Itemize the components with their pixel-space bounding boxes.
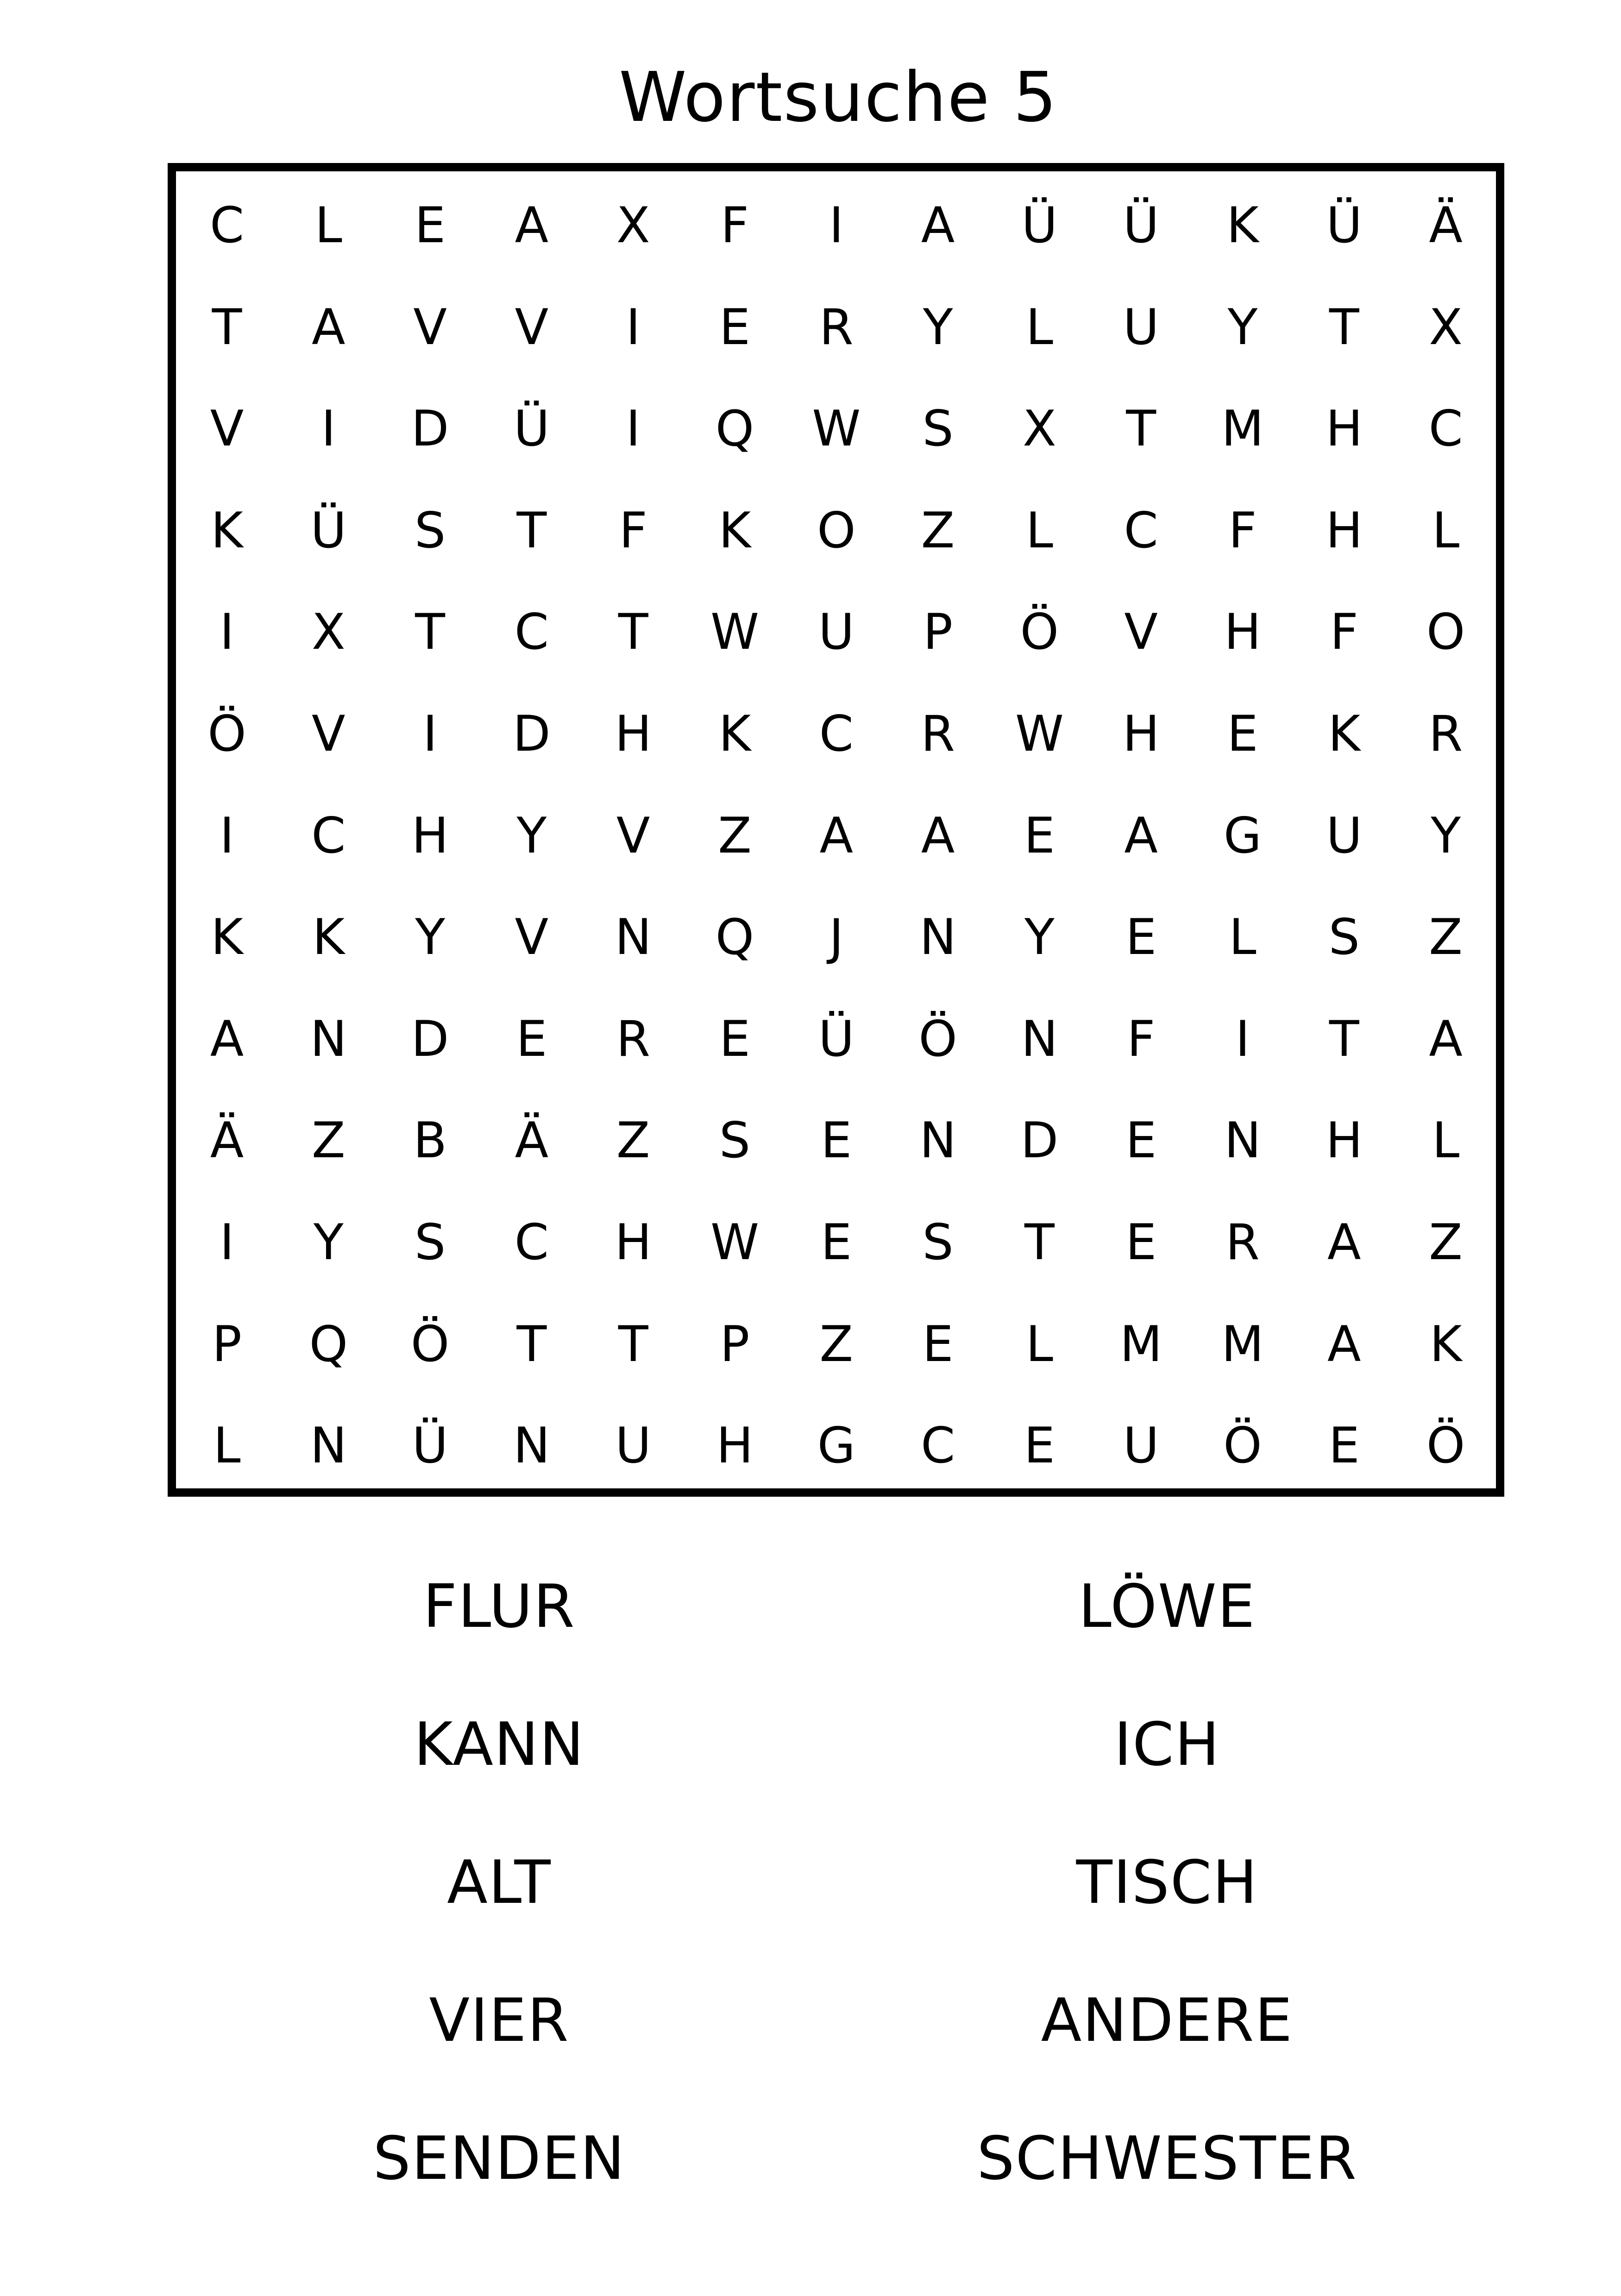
grid-letter[interactable]: C [1124, 502, 1158, 559]
grid-letter[interactable]: L [1025, 298, 1053, 356]
grid-letter[interactable]: Ü [514, 400, 550, 458]
grid-letter[interactable]: Ü [1326, 197, 1363, 254]
grid-letter[interactable]: L [314, 197, 342, 254]
grid-letter[interactable]: L [1432, 502, 1460, 559]
grid-letter[interactable]: V [210, 400, 244, 458]
grid-letter[interactable]: Ü [818, 1010, 854, 1067]
grid-letter[interactable]: I [321, 400, 336, 458]
grid-letter[interactable]: Y [923, 298, 953, 356]
grid-letter[interactable]: E [1125, 1214, 1157, 1271]
grid-letter[interactable]: U [1123, 1417, 1159, 1474]
grid-letter[interactable]: A [1327, 1214, 1361, 1271]
grid-letter[interactable]: A [819, 807, 854, 864]
word-list-item: KANN [414, 1710, 585, 1779]
grid-letter[interactable]: N [615, 909, 652, 966]
grid-letter[interactable]: F [1228, 502, 1257, 559]
grid-letter[interactable]: C [921, 1417, 955, 1474]
grid-letter[interactable]: U [1123, 298, 1159, 356]
grid-letter[interactable]: D [1020, 1112, 1059, 1169]
grid-letter[interactable]: C [514, 603, 549, 661]
grid-letter[interactable]: Y [313, 1214, 344, 1271]
grid-letter[interactable]: Y [1431, 807, 1461, 864]
grid-letter[interactable]: Y [516, 807, 547, 864]
grid-letter[interactable]: N [1021, 1010, 1058, 1067]
grid-letter[interactable]: K [1226, 197, 1259, 254]
grid-letter[interactable]: F [1330, 603, 1358, 661]
grid-letter[interactable]: S [1328, 909, 1360, 966]
grid-letter[interactable]: C [1428, 400, 1463, 458]
grid-letter[interactable]: Ü [310, 502, 347, 559]
grid-letter[interactable]: Q [715, 909, 754, 966]
grid-letter[interactable]: A [1124, 807, 1158, 864]
grid-letter[interactable]: T [618, 603, 648, 661]
grid-letter[interactable]: E [719, 1010, 750, 1067]
grid-letter[interactable]: N [310, 1010, 347, 1067]
grid-letter[interactable]: K [718, 502, 751, 559]
grid-letter[interactable]: R [921, 705, 955, 762]
grid-letter[interactable]: N [919, 909, 956, 966]
grid-letter[interactable]: Y [1024, 909, 1055, 966]
grid-letter[interactable]: U [818, 603, 854, 661]
grid-letter[interactable]: H [716, 1417, 754, 1474]
grid-letter[interactable]: X [1023, 400, 1056, 458]
word-list-item: VIER [429, 1986, 570, 2055]
grid-letter[interactable]: T [1024, 1214, 1055, 1271]
grid-letter[interactable]: B [413, 1112, 447, 1169]
grid-letter[interactable]: W [1015, 705, 1064, 762]
word-list-item: ALT [447, 1848, 552, 1917]
grid-letter[interactable]: H [1224, 603, 1261, 661]
grid-letter[interactable]: S [719, 1112, 751, 1169]
grid-letter[interactable]: L [1025, 502, 1053, 559]
grid-letter[interactable]: H [1326, 1112, 1363, 1169]
grid-letter[interactable]: V [616, 807, 650, 864]
grid-letter[interactable]: Ä [1429, 197, 1463, 254]
grid-letter[interactable]: T [1329, 298, 1359, 356]
grid-letter[interactable]: Z [1429, 1214, 1463, 1271]
grid-letter[interactable]: K [718, 705, 751, 762]
grid-letter[interactable]: Ü [1021, 197, 1058, 254]
grid-letter[interactable]: A [312, 298, 346, 356]
grid-letter[interactable]: Ö [207, 705, 246, 762]
grid-letter[interactable]: E [821, 1112, 852, 1169]
grid-letter[interactable]: I [626, 400, 641, 458]
grid-letter[interactable]: F [721, 197, 749, 254]
grid-letter[interactable]: S [922, 400, 954, 458]
grid-letter[interactable]: T [516, 1315, 547, 1373]
grid-letter[interactable]: K [211, 502, 243, 559]
grid-letter[interactable]: E [1024, 1417, 1055, 1474]
grid-letter[interactable]: Y [1227, 298, 1258, 356]
grid-letter[interactable]: N [919, 1112, 956, 1169]
grid-letter[interactable]: Z [921, 502, 955, 559]
grid-letter[interactable]: E [719, 298, 750, 356]
grid-letter[interactable]: K [211, 909, 243, 966]
grid-letter[interactable]: T [212, 298, 242, 356]
grid-letter[interactable]: I [220, 807, 234, 864]
grid-letter[interactable]: Ö [1020, 603, 1059, 661]
word-list-item: SCHWESTER [977, 2124, 1357, 2193]
grid-letter[interactable]: H [411, 807, 449, 864]
word-list-item: ANDERE [1041, 1986, 1294, 2055]
grid-letter[interactable]: W [710, 603, 759, 661]
grid-letter[interactable]: L [1025, 1315, 1053, 1373]
grid-letter[interactable]: W [812, 400, 861, 458]
grid-letter[interactable]: Ö [1426, 1417, 1465, 1474]
grid-letter[interactable]: I [220, 603, 234, 661]
grid-letter[interactable]: M [1119, 1315, 1162, 1373]
grid-letter[interactable]: E [1328, 1417, 1360, 1474]
grid-letter[interactable]: S [414, 1214, 446, 1271]
grid-letter[interactable]: T [1329, 1010, 1359, 1067]
grid-letter[interactable]: H [1122, 705, 1160, 762]
grid-letter[interactable]: C [209, 197, 244, 254]
grid-letter[interactable]: A [1327, 1315, 1361, 1373]
grid-letter[interactable]: U [615, 1417, 651, 1474]
grid-letter[interactable]: V [413, 298, 447, 356]
grid-letter[interactable]: I [1235, 1010, 1250, 1067]
grid-letter[interactable]: C [514, 1214, 549, 1271]
grid-letter[interactable]: S [414, 502, 446, 559]
grid-letter[interactable]: K [1429, 1315, 1462, 1373]
word-list-item: FLUR [423, 1572, 576, 1641]
grid-letter[interactable]: J [829, 909, 844, 966]
grid-letter[interactable]: Z [616, 1112, 650, 1169]
grid-letter[interactable]: L [213, 1417, 241, 1474]
grid-letter[interactable]: R [1225, 1214, 1260, 1271]
grid-letter[interactable]: O [1426, 603, 1465, 661]
grid-letter[interactable]: L [1432, 1112, 1460, 1169]
page-title: Wortsuche 5 [619, 57, 1058, 137]
grid-letter[interactable]: T [415, 603, 445, 661]
grid-letter[interactable]: A [210, 1010, 244, 1067]
grid-letter[interactable]: D [513, 705, 551, 762]
grid-letter[interactable]: H [1326, 400, 1363, 458]
grid-letter[interactable]: E [1227, 705, 1258, 762]
grid-letter[interactable]: S [922, 1214, 954, 1271]
grid-letter[interactable]: V [1124, 603, 1158, 661]
grid-letter[interactable]: P [720, 1315, 750, 1373]
grid-letter[interactable]: E [922, 1315, 954, 1373]
grid-letter[interactable]: H [615, 705, 652, 762]
grid-letter[interactable]: V [515, 298, 549, 356]
word-list-item: SENDEN [373, 2124, 626, 2193]
grid-letter[interactable]: L [1229, 909, 1257, 966]
grid-letter[interactable]: R [1428, 705, 1463, 762]
grid-letter[interactable]: I [829, 197, 844, 254]
grid-letter[interactable]: Z [311, 1112, 346, 1169]
grid-letter[interactable]: F [1127, 1010, 1156, 1067]
grid-letter[interactable]: Ä [210, 1112, 244, 1169]
grid-letter[interactable]: F [619, 502, 647, 559]
grid-letter[interactable]: E [1125, 909, 1157, 966]
grid-letter[interactable]: Q [309, 1315, 348, 1373]
word-list-item: ICH [1114, 1710, 1220, 1779]
grid-letter[interactable]: V [515, 909, 549, 966]
grid-letter[interactable]: N [1224, 1112, 1261, 1169]
grid-letter[interactable]: E [415, 197, 446, 254]
grid-letter[interactable]: M [1221, 1315, 1264, 1373]
grid-letter[interactable]: Q [715, 400, 754, 458]
grid-letter[interactable]: Ö [918, 1010, 957, 1067]
grid-letter[interactable]: T [618, 1315, 648, 1373]
grid-letter[interactable]: Y [415, 909, 445, 966]
grid-letter[interactable]: E [1125, 1112, 1157, 1169]
grid-letter[interactable]: A [515, 197, 549, 254]
grid-letter[interactable]: N [310, 1417, 347, 1474]
grid-letter[interactable]: K [1328, 705, 1361, 762]
grid-letter[interactable]: C [819, 705, 854, 762]
grid-letter[interactable]: M [1221, 400, 1264, 458]
grid-letter[interactable]: Z [819, 1315, 854, 1373]
grid-letter[interactable]: P [212, 1315, 242, 1373]
grid-letter[interactable]: X [616, 197, 650, 254]
grid-letter[interactable]: G [1223, 807, 1262, 864]
word-list-item: LÖWE [1078, 1572, 1256, 1641]
grid-letter[interactable]: T [1126, 400, 1156, 458]
grid-letter[interactable]: Ö [1223, 1417, 1262, 1474]
grid-letter[interactable]: I [220, 1214, 234, 1271]
grid-letter[interactable]: G [817, 1417, 855, 1474]
grid-letter[interactable]: E [516, 1010, 547, 1067]
grid-letter[interactable]: C [311, 807, 346, 864]
grid-letter[interactable]: O [817, 502, 856, 559]
grid-letter[interactable]: V [312, 705, 346, 762]
grid-letter[interactable]: A [1429, 1010, 1463, 1067]
grid-letter[interactable]: T [516, 502, 547, 559]
grid-letter[interactable]: Ü [412, 1417, 448, 1474]
grid-letter[interactable]: W [710, 1214, 759, 1271]
grid-letter[interactable]: E [821, 1214, 852, 1271]
grid-letter[interactable]: I [422, 705, 438, 762]
grid-letter[interactable]: Ä [515, 1112, 549, 1169]
grid-letter[interactable]: H [615, 1214, 652, 1271]
grid-letter[interactable]: X [1429, 298, 1463, 356]
grid-letter[interactable]: R [616, 1010, 651, 1067]
grid-letter[interactable]: E [1024, 807, 1055, 864]
grid-letter[interactable]: Ü [1123, 197, 1159, 254]
grid-letter[interactable]: H [1326, 502, 1363, 559]
grid-letter[interactable]: Ö [410, 1315, 450, 1373]
grid-letter[interactable]: U [1326, 807, 1363, 864]
grid-letter[interactable]: I [626, 298, 641, 356]
grid-letter[interactable]: X [311, 603, 346, 661]
grid-letter[interactable]: Z [718, 807, 752, 864]
grid-letter[interactable]: A [921, 197, 955, 254]
grid-letter[interactable]: D [411, 400, 449, 458]
grid-letter[interactable]: K [312, 909, 345, 966]
grid-letter[interactable]: A [921, 807, 955, 864]
grid-letter[interactable]: P [923, 603, 953, 661]
grid-letter[interactable]: Z [1429, 909, 1463, 966]
grid-letter[interactable]: R [819, 298, 854, 356]
word-list-item: TISCH [1076, 1848, 1258, 1917]
grid-letter[interactable]: D [411, 1010, 449, 1067]
grid-letter[interactable]: N [513, 1417, 550, 1474]
